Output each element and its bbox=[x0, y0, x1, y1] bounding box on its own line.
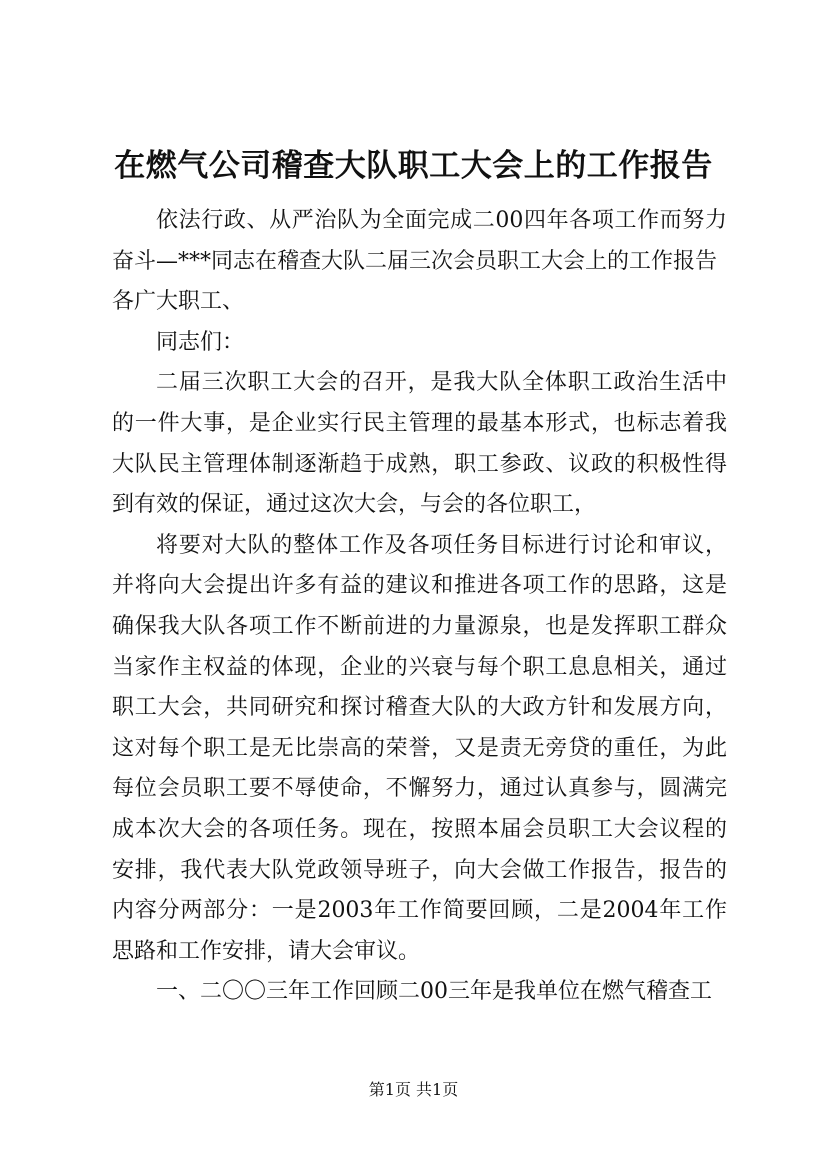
document-body bbox=[112, 201, 727, 1013]
paragraph-body-1: 二届三次职工大会的召开，是我大队全体职工政治生活中的一件大事，是企业实行民主管理的最基本形式，也标志着我大队民主管理体制逐渐趋于成熟，职工参政、议政的积极性得到有效的保证，通过这次大会，与会的各位职工， bbox=[112, 370, 727, 518]
paragraph-salutation-2: 同志们： bbox=[156, 329, 245, 355]
page-footer: 第1页 共1页 bbox=[368, 1080, 459, 1099]
paragraph-body-2: 将要对大队的整体工作及各项任务目标进行讨论和审议，并将向大会提出许多有益的建议和推进各项工作的思路，这是确保我大队各项工作不断前进的力量源泉，也是发挥职工群众当家作主权益的体现，企业的兴衰与每个职工息息相关，通过职工大会，共同研究和探讨稽查大队的大政方针和发展方向，这对每个职工是无比崇高的荣誉，又是责无旁贷的重任，为此每位会员职工要不辱使命，不懈努力，通过认真参与，圆满完成本次大会的各项任务。现在，按照本届会员职工大会议程的安排，我代表大队党政领导班子，向大会做工作报告，报告的内容分两部分：一是2003年工作简要回顾，二是2004年工作思路和工作安排，请大会审议。 bbox=[112, 532, 727, 964]
paragraph-body-3: 一、二〇〇三年工作回顾二00三年是我单位在燃气稽查工 bbox=[156, 979, 712, 1005]
paragraph-heading: 依法行政、从严治队为全面完成二00四年各项工作而努力奋斗—***同志在稽查大队二届三次会员职工大会上的工作报告 bbox=[112, 208, 727, 274]
document-title: 在燃气公司稽查大队职工大会上的工作报告 bbox=[114, 148, 713, 184]
paragraph-salutation-1: 各广大职工、 bbox=[112, 289, 245, 315]
